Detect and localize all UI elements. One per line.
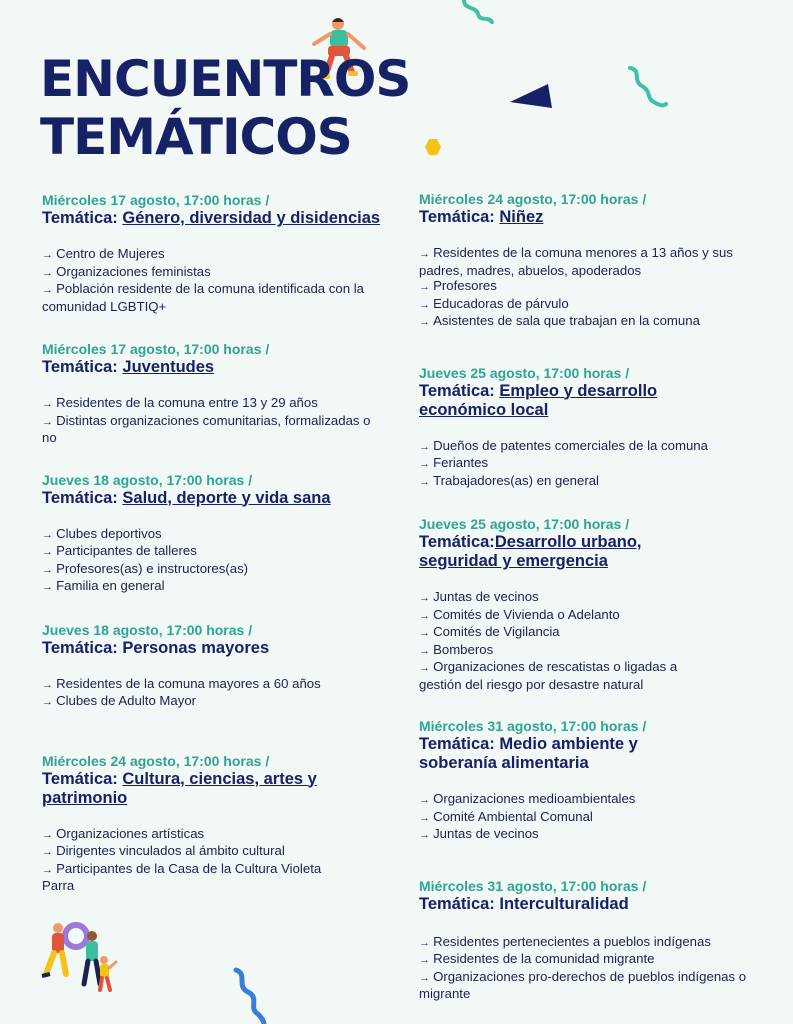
theme-label: Temática: <box>419 208 500 226</box>
list-item: → Organizaciones de rescatistas o ligadas a gestión del riesgo por desastre natural <box>419 659 678 692</box>
theme-link[interactable]: Empleo y desarrollo económico local <box>419 381 658 419</box>
list-item: → Educadoras de párvulo <box>419 295 569 311</box>
event-theme <box>42 489 387 508</box>
audience-list <box>419 438 719 491</box>
list-item: → Organizaciones pro-derechos de pueblos indígenas o migrante <box>419 968 747 1001</box>
list-item: → Profesores(as) e instructores(as) <box>42 560 249 576</box>
event-interculturalidad <box>419 878 769 1002</box>
event-date: Jueves 25 agosto, 17:00 horas / <box>419 516 630 532</box>
audience-list <box>419 934 769 1002</box>
audience-list <box>42 826 342 894</box>
triangle-decoration <box>508 82 556 112</box>
theme-link[interactable]: Salud, deporte y vida sana <box>122 488 331 507</box>
list-item: → Comités de Vivienda o Adelanto <box>419 606 620 622</box>
squiggle-decoration-right <box>622 62 672 112</box>
right-column <box>419 191 769 1002</box>
list-item: → Feriantes <box>419 455 489 470</box>
theme-label: Temática: <box>42 769 123 788</box>
event-theme <box>419 382 709 420</box>
event-date: Miércoles 17 agosto, 17:00 horas / <box>42 341 270 357</box>
list-item: → Dirigentes vinculados al ámbito cultural <box>42 843 285 858</box>
list-item: → Comités de Vigilancia <box>419 624 560 639</box>
event-theme <box>42 209 387 228</box>
people-illustration-bottom <box>36 918 118 992</box>
event-theme <box>419 208 769 227</box>
list-item: → Asistentes de sala que trabajan en la comuna <box>419 313 700 328</box>
list-item: → Residentes de la comunidad migrante <box>419 951 655 966</box>
theme-label: Temática: <box>419 381 500 400</box>
audience-list <box>419 589 719 692</box>
squiggle-decoration-top <box>458 0 498 28</box>
event-date: Jueves 25 agosto, 17:00 horas / <box>419 364 630 381</box>
event-theme <box>419 895 769 914</box>
event-salud <box>42 472 387 596</box>
list-item: → Trabajadores(as) en general <box>419 472 599 488</box>
list-item: → Distintas organizaciones comunitarias, formalizadas o no <box>42 412 371 445</box>
theme-label: Temática: <box>42 638 123 657</box>
list-item: → Participantes de talleres <box>42 543 197 558</box>
list-item: → Clubes de Adulto Mayor <box>42 693 197 708</box>
theme-label: Temática: <box>42 209 123 227</box>
theme-link[interactable]: Desarrollo urbano, seguridad y emergencia <box>419 533 642 570</box>
page-title-line-1: ENCUENTROS <box>40 50 411 108</box>
left-column <box>42 192 387 894</box>
event-personas-mayores <box>42 622 387 711</box>
theme-text: Personas mayores <box>122 638 270 657</box>
event-date: Miércoles 24 agosto, 17:00 horas / <box>42 752 270 769</box>
list-item: → Juntas de vecinos <box>419 826 539 841</box>
theme-link[interactable]: Juventudes <box>122 358 215 376</box>
event-theme <box>42 358 387 377</box>
list-item: → Centro de Mujeres <box>42 246 165 261</box>
theme-label: Temática: <box>419 894 500 913</box>
audience-list <box>42 246 387 314</box>
event-date: Miércoles 31 agosto, 17:00 horas / <box>419 718 647 734</box>
event-date: Miércoles 17 agosto, 17:00 horas / <box>42 192 270 208</box>
event-medio-ambiente <box>419 718 769 844</box>
event-theme <box>42 770 342 808</box>
event-genero <box>42 192 387 314</box>
event-juventudes <box>42 341 387 446</box>
theme-link[interactable]: Cultura, ciencias, artes y patrimonio <box>42 769 317 807</box>
theme-label: Temática: <box>42 488 123 507</box>
event-ninez <box>419 191 769 331</box>
audience-list <box>42 676 332 711</box>
list-item: → Residentes pertenecientes a pueblos indígenas <box>419 933 711 949</box>
list-item: → Familia en general <box>42 578 165 593</box>
event-date: Miércoles 31 agosto, 17:00 horas / <box>419 877 647 894</box>
audience-list <box>42 526 387 596</box>
event-theme <box>419 533 709 571</box>
event-date: Jueves 18 agosto, 17:00 horas / <box>42 621 253 638</box>
theme-label: Temática: <box>419 533 495 551</box>
audience-list <box>42 395 387 446</box>
event-date: Miércoles 24 agosto, 17:00 horas / <box>419 191 647 207</box>
event-theme <box>42 639 387 658</box>
list-item: → Bomberos <box>419 641 494 657</box>
list-item: → Residentes de la comuna menores a 13 años y sus padres, madres, abuelos, apoderados <box>419 245 733 278</box>
theme-label: Temática: <box>42 358 123 376</box>
theme-link[interactable]: Género, diversidad y disidencias <box>122 209 381 227</box>
list-item: → Residentes de la comuna mayores a 60 años <box>42 675 321 691</box>
event-desarrollo-urbano <box>419 516 769 692</box>
theme-text: Interculturalidad <box>499 894 629 913</box>
event-date: Jueves 18 agosto, 17:00 horas / <box>42 471 253 488</box>
audience-list <box>419 791 769 844</box>
hexagon-decoration <box>424 138 442 156</box>
list-item: → Juntas de vecinos <box>419 589 539 604</box>
list-item: → Comité Ambiental Comunal <box>419 808 593 824</box>
list-item: → Organizaciones feministas <box>42 263 211 279</box>
list-item: → Residentes de la comuna entre 13 y 29 años <box>42 395 318 410</box>
page-title-line-2: TEMÁTICOS <box>40 108 352 166</box>
theme-label: Temática: <box>419 735 500 753</box>
theme-link[interactable]: Niñez <box>499 208 544 226</box>
event-empleo <box>419 365 769 491</box>
list-item: → Clubes deportivos <box>42 525 162 541</box>
theme-text: Medio ambiente y soberanía alimentaria <box>419 735 638 772</box>
event-cultura <box>42 753 387 894</box>
list-item: → Participantes de la Casa de la Cultura Violeta Parra <box>42 860 322 893</box>
event-theme <box>419 735 669 773</box>
list-item: → Organizaciones artísticas <box>42 825 205 841</box>
squiggle-decoration-bottom <box>228 966 272 1024</box>
audience-list <box>419 245 769 331</box>
list-item: → Profesores <box>419 278 497 293</box>
list-item: → Organizaciones medioambientales <box>419 791 636 806</box>
list-item: → Población residente de la comuna identificada con la comunidad LGBTIQ+ <box>42 281 364 314</box>
list-item: → Dueños de patentes comerciales de la comuna <box>419 437 708 453</box>
page-title <box>40 50 410 166</box>
